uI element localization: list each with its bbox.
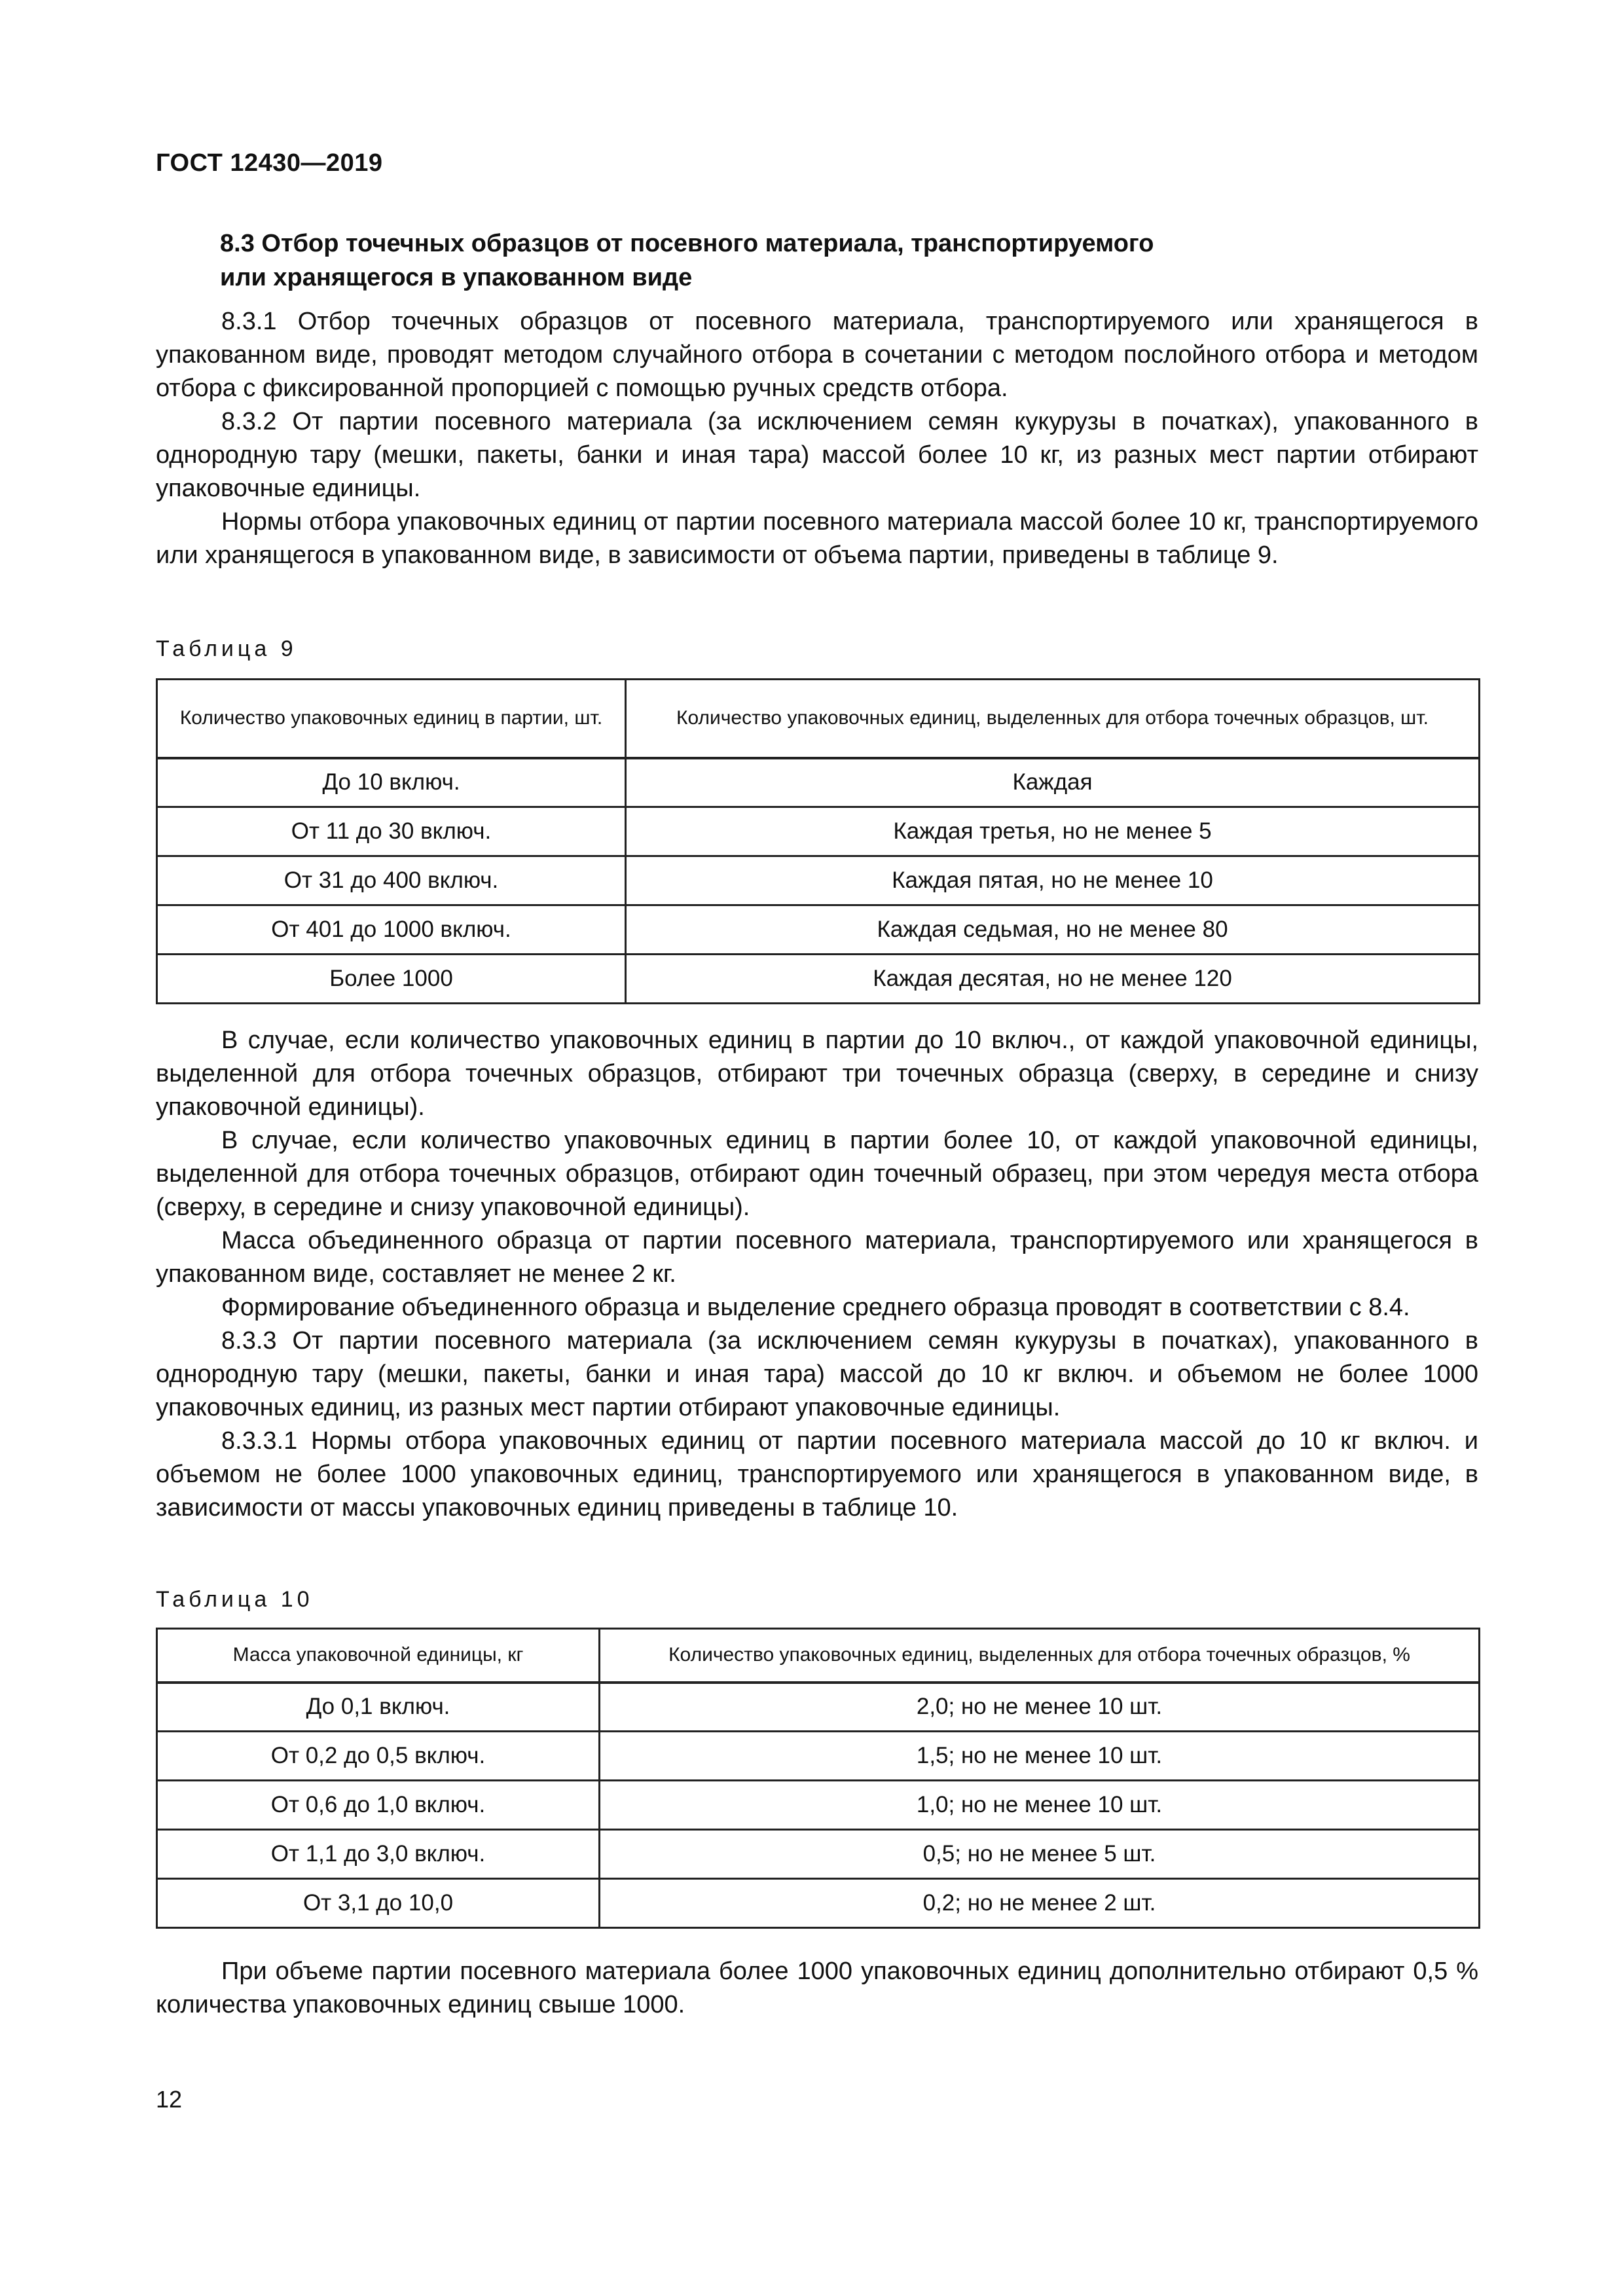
table-cell: Каждая десятая, но не менее 120: [626, 955, 1480, 1004]
body-text-middle: [156, 1024, 1478, 1525]
section-title-line: 8.3 Отбор точечных образцов от посевного материала, транспортируемого: [220, 230, 1154, 257]
table-10-caption: Таблица 10: [156, 1587, 314, 1612]
table-cell: От 0,6 до 1,0 включ.: [157, 1781, 600, 1830]
table-row: [157, 1830, 1480, 1879]
section-title-line: или хранящегося в упакованном виде: [220, 264, 693, 291]
table-row: [157, 1732, 1480, 1781]
table-cell: 0,2; но не менее 2 шт.: [600, 1879, 1480, 1928]
paragraph: 8.3.3.1 Нормы отбора упаковочных единиц от партии посевного материала массой до 10 кг включ. и объемом не более 1000 упаковочных единиц, транспортируемого или хранящегося в упакованном виде, в зависимости от массы упаковочных единиц приведены в таблице 10.: [156, 1427, 1478, 1522]
table-header-row: [157, 1629, 1480, 1683]
table-cell: 2,0; но не менее 10 шт.: [600, 1683, 1480, 1732]
table-cell: 1,5; но не менее 10 шт.: [600, 1732, 1480, 1781]
table-cell: До 0,1 включ.: [157, 1683, 600, 1732]
table-cell: От 401 до 1000 включ.: [157, 905, 626, 955]
table-header-cell: Количество упаковочных единиц, выделенных для отбора точечных образцов, %: [600, 1629, 1480, 1683]
table-row: [157, 1781, 1480, 1830]
table-row: [157, 1683, 1480, 1732]
table-cell: Каждая третья, но не менее 5: [626, 807, 1480, 856]
table-cell: Каждая седьмая, но не менее 80: [626, 905, 1480, 955]
paragraph: 8.3.3 От партии посевного материала (за исключением семян кукурузы в початках), упакованного в однородную тару (мешки, пакеты, банки и иная тара) массой до 10 кг включ. и объемом не более 1000 упаковочных единиц, из разных мест партии отбирают упаковочные единицы.: [156, 1327, 1478, 1421]
table-cell: От 3,1 до 10,0: [157, 1879, 600, 1928]
table-cell: От 1,1 до 3,0 включ.: [157, 1830, 600, 1879]
paragraph: Масса объединенного образца от партии посевного материала, транспортируемого или хранящегося в упакованном виде, составляет не менее 2 кг.: [156, 1227, 1478, 1288]
table-cell: 1,0; но не менее 10 шт.: [600, 1781, 1480, 1830]
paragraph: При объеме партии посевного материала более 1000 упаковочных единиц дополнительно отбирают 0,5 % количества упаковочных единиц свыше 1000.: [156, 1958, 1478, 2018]
table-header-row: [157, 680, 1480, 758]
table-10: [156, 1628, 1480, 1929]
paragraph: Нормы отбора упаковочных единиц от партии посевного материала массой более 10 кг, транспортируемого или хранящегося в упакованном виде, в зависимости от объема партии, приведены в таблице 9.: [156, 508, 1478, 569]
table-cell: Более 1000: [157, 955, 626, 1004]
table-row: [157, 807, 1480, 856]
table-row: [157, 1879, 1480, 1928]
table-9: [156, 678, 1480, 1004]
table-row: [157, 856, 1480, 905]
table-row: [157, 905, 1480, 955]
body-text-bottom: [156, 1955, 1478, 2022]
table-cell: От 11 до 30 включ.: [157, 807, 626, 856]
table-header-cell: Количество упаковочных единиц, выделенных для отбора точечных образцов, шт.: [626, 680, 1480, 758]
paragraph: 8.3.2 От партии посевного материала (за исключением семян кукурузы в початках), упакованного в однородную тару (мешки, пакеты, банки и иная тара) массой более 10 кг, из разных мест партии отбирают упаковочные единицы.: [156, 408, 1478, 502]
table-header-cell: Количество упаковочных единиц в партии, шт.: [157, 680, 626, 758]
table-row: [157, 955, 1480, 1004]
table-cell: До 10 включ.: [157, 758, 626, 807]
paragraph: В случае, если количество упаковочных единиц в партии до 10 включ., от каждой упаковочной единицы, выделенной для отбора точечных образцов, отбирают три точечных образца (сверху, в середине и снизу упаковочной единицы).: [156, 1027, 1478, 1121]
paragraph: 8.3.1 Отбор точечных образцов от посевного материала, транспортируемого или хранящегося в упакованном виде, проводят методом случайного отбора в сочетании с методом послойного отбора и методом отбора с фиксированной пропорцией с помощью ручных средств отбора.: [156, 308, 1478, 402]
table-cell: От 31 до 400 включ.: [157, 856, 626, 905]
document-header: ГОСТ 12430—2019: [156, 149, 383, 177]
section-title: [220, 227, 1464, 295]
table-row: [157, 758, 1480, 807]
paragraph: Формирование объединенного образца и выделение среднего образца проводят в соответствии с 8.4.: [221, 1294, 1410, 1321]
table-cell: Каждая пятая, но не менее 10: [626, 856, 1480, 905]
table-cell: Каждая: [626, 758, 1480, 807]
table-cell: От 0,2 до 0,5 включ.: [157, 1732, 600, 1781]
paragraph: В случае, если количество упаковочных единиц в партии более 10, от каждой упаковочной единицы, выделенной для отбора точечных образцов, отбирают один точечный образец, при этом чередуя места отбора (сверху, в середине и снизу упаковочной единицы).: [156, 1127, 1478, 1221]
page-number: 12: [156, 2086, 183, 2113]
body-text-top: [156, 305, 1478, 572]
table-header-cell: Масса упаковочной единицы, кг: [157, 1629, 600, 1683]
table-cell: 0,5; но не менее 5 шт.: [600, 1830, 1480, 1879]
table-9-caption: Таблица 9: [156, 636, 297, 661]
